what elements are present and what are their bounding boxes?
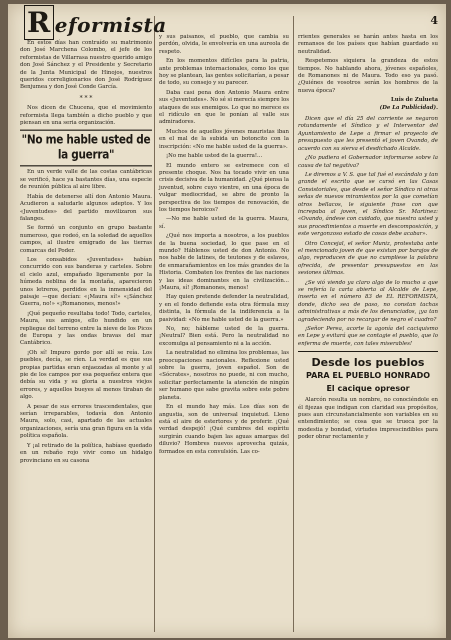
paragraph: En un verde valle de las costas cantábricas se verificó, hace ya bastantes días, una especie de reunión pública al aire libre. [20,169,152,191]
italic-paragraph: ¿Se vió viendo ya claro algo de lo mucho a que se refería la carta abierta al Alcalde de Lepe, inserta en el número 83 de EL REFORMISTA, donde, dicho sea de paso, no constan tachas administrativas a más de los denunciados, ¡ya tan agradeciendo por no recargar de negro el cuadro? [298,279,438,323]
italic-paragraph: ¿No pudiera el Gobernador informarse sobre la causa de tal negativa? [298,155,438,169]
source-credit: (De La Publicidad). [379,104,438,111]
column-divider [154,16,155,632]
paragraph: Muchos de aquellos jóvenes mauristas iban en el mal de la subida un botoncito con la inscripción: «No me hable usted de la guerra». [159,128,289,150]
section-subtitle: PARA EL PUEBLO HONRADO [305,371,431,381]
paragraph: Se formó un conjunto en grupo bastante numeroso, que rodeó, en la soledad de aquellos campos, al ilustre emigrado de las tierras comarcas del Poder. [20,225,152,254]
paragraph: ¡Oh sí! Impuro gordo por allí se reía. Los puebles, decía, se ríen. La verdad es que sus propias partidas eran enjaezadas al monte y al pie de los campos por esa pequeñez entera que debía su vida y su gloria a nuestros viejos errores, y aquellos bueyes al menos tiraban de algo. [20,349,152,401]
column-3 [298,34,438,632]
paragraph: Y ¡al retirado de la política, habíase quedado en un rebaño rojo vivir como un hidalgo provinciano en su casona [20,442,152,464]
column-2 [159,34,289,632]
paragraph: En el mundo hay más. Los días son de angustia, son de universal inquietud. Lleno está el aire de estertores y de proferir. ¡Qué verdad despejó! ¡Qué cumbres del espíritu surgirán cuando bajen las aguas amargas del diluvio? Hombres nuevos aprovecha quizás, formados en esta convulsión. Las co- [159,404,289,455]
paragraph: En los momentos difíciles para la patria, ante problemas internacionales, como los que hoy se plantean, las gentes solicitarían, a pesar de todo, su consejo y su parecer. [159,58,289,87]
article-title: El cacique opresor [326,384,410,394]
paragraph: Los consabidos «Juventudes» habían concurrido con sus banderas y carteles. Sobre el cielo azul, empañado ligeramente por la húmeda neblina de la montaña, aparecieron unos letreros, perdidos en la inmensidad del paisaje —que decían: «¡Maura sí!» «¡Sánchez Guerra, no!» «¡Romanones, menos!» [20,256,152,308]
newspaper-page [8,4,446,638]
masthead-rest: eformista [54,13,167,37]
section-title: Desde los pueblos [298,351,438,369]
paragraph: Había de detenerse allí don Antonio Maura. Acudieron a saludarle algunos adeptos. Y los «Juventudes» del partido movilizaron sus falanges. [20,193,152,222]
paragraph: rrientes generales se harán antes hasta en los remansos de los países que habían guardado su neutralidad. [298,34,438,55]
paragraph: Daba casi pena don Antonio Maura entre sus «Juventudes». No sé si merecía siempre los ataques de sus enemigos. Lo que no merece es el ridículo en que le ponían al valle sus admiradores. [159,89,289,126]
italic-paragraph: Dicen que el día 25 del corriente se negaron rotundamente el Síndico y el Interventor del Ayuntamiento de Lepe a firmar el proyecto de presupuesto que les presentó el joven Ovando, de acuerdo con su sierva el desdichado Alcalde. [298,116,438,152]
page-number: 4 [430,14,438,27]
paragraph: ¡No me hable usted de la guerra!... [166,153,263,160]
italic-paragraph: ¡Señor Perea, acorte la agonía del caciquismo en Lepe y evitará que se contagie el pueblo, que lo enferma de muerte, con tales miserables! [298,326,438,347]
masthead [24,6,167,39]
article-headline: "No me hable usted de la guerra" [20,130,152,167]
paragraph: A pesar de sus errores trascendentales, que serían irreparables, todavía don Antonio Maura, solo, casi, apartado de las actuales organizaciones, sería una gran figura en la vida política española. [20,403,152,440]
paragraph: —No me hable usted de la guerra. Maura, sí. [159,216,289,230]
italic-paragraph: Le diremos a V. S. que tal fué el escándalo y tan grande el escrito que se cursó en las Casas Consistoriales, que desde el señor Síndico ni otras señas de nuevos miramientos por la que cometían otros bellacos, le siguiente frase con que increpaba al joven, el Síndico Sr. Martinez: «Ovando, ándese con cuidado, que nuestra usted y sus procedimientos a muerte en descomposición, y este vergonzoso estado de cosas debe acabar». [298,171,438,238]
paragraph: Hay quien pretende defender la neutralidad, y en el fondo defiende esta otra fórmula muy distinta, la fórmula de la indiferencia a la pasividad: «No me hable usted de la guerra.» [159,294,289,323]
paragraph: y sus paisanos, el pueblo, que cambia su perdón, olvida, le envolvería en una aureola de respeto. [159,34,289,55]
paragraph: El mundo entero se estremece con el presente choque. Nos ha tocado vivir en una crisis decisiva de la humanidad. ¿Qué piensa la juventud, sobre cuyo vientre, en una época de vulgar mediocridad, se abre de pronto la perspectiva de los tiempos de renovación, de los tiempos heroicos? [159,162,289,213]
author-signature: Luis de Zulueta [391,97,438,104]
paragraph: ¡Qué pequeño resultaba todo! Todo, carteles, Maura, sus amigos, ello hundido en un repliegue del terreno entre la nieve de los Picos de Europa y las ondas bravas del mar Cantábrico. [20,310,152,347]
paragraph: Respetemos siquiera la grandeza de estos tiempos. No hablando ahora, jóvenes españoles, de Romanones ni de Maura. Todo eso ya pasó. ¿Quiénes de vosotros serán los hombres de la nueva época? [298,58,438,94]
separator-stars: * * * [79,94,93,102]
wedding-notice: En estos días han contraído su matrimonio don José Marchena Colombo, el jefe de los reformistas de Villarrasa nuestro querido amigo don José Sánchez y el Presidente y Secretario de la Junta Municipal de Hinojos, nuestros queridos correligionarios don José Rodríguez Benjumea y don José Conde García. [20,40,152,91]
paragraph: La neutralidad no elimina los problemas, las preocupaciones nacionales. Reflexione usted sobre la guerra, joven español. Son de «Sócrates», nosotros no puede, ni con mucho, solicitar perfectamente la atención de ningún ser humano que sabe gravita sobre este pobre planeta. [159,350,289,401]
paragraph: No, no; hábleme usted de la guerra. ¡Neutral? Bien está. Pero la neutralidad no excomulga al pensamiento ni a la acción. [159,326,289,347]
chucena-notice: Nos dicen de Chucena, que el movimiento reformista llega también a dicho pueblo y que piensan en una seria organización. [20,105,152,127]
column-divider [293,16,294,632]
paragraph: Alarcón resulta un nombre, no conociéndole en él fijezas que indigan con claridad sus propósitos, pues aun circunstancialmente son variables en su entendimiento; se cosa que se trueca por la modestia y bondad, virtudes imprescindibles para poder obrar rectamente y [298,397,438,441]
italic-paragraph: Otro Concejal, el señor Muniz, protestaba ante el mencionado joven de que existan por barajos de algo, reproducen de que no cumpliese la palabra ofrecida, de presentar presupuestos en las sesiones últimas. [298,240,438,277]
column-1 [20,6,167,632]
masthead-initial: R [24,5,54,40]
paragraph: ¿Qué nos importa a nosotros, a los pueblos de la buena sociedad, lo que pase en el mundo? Háblenos usted de don Antonio. No nos hable de latines, de teutones y de eslavos, de enmarañamientos en los más grandes de la Historia. Combaten los frentes de las naciones y las ideas dominantes en la civilización... ¡Maura, sí! ¡Romanones, menos! [159,233,289,291]
